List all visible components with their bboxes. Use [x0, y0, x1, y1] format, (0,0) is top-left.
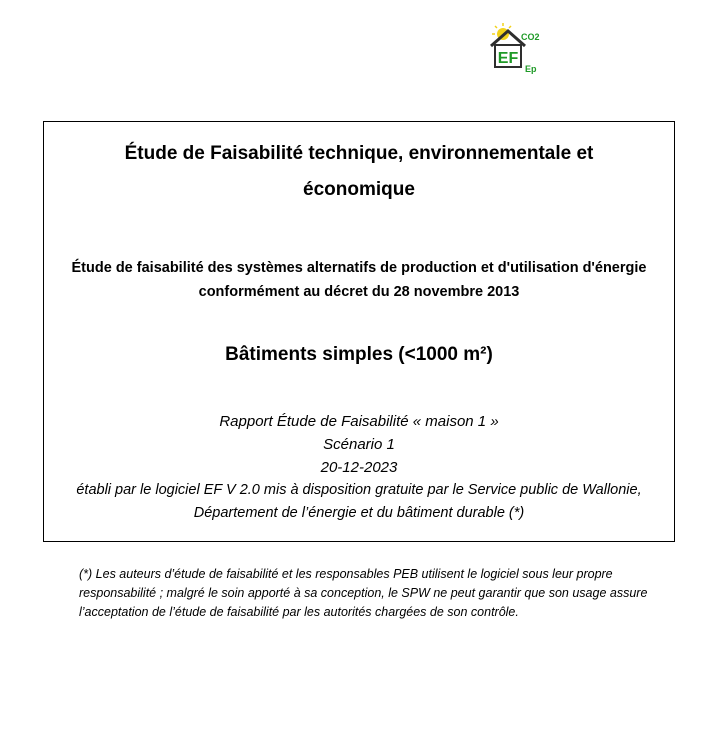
logo-co2-text: CO2 [521, 32, 540, 42]
footnote-line: responsabilité ; malgré le soin apporté à sa conception, le SPW ne peut garantir que son usage assure [79, 586, 648, 600]
report-title: Rapport Étude de Faisabilité « maison 1 » [219, 413, 499, 430]
logo-ep-text: Ep [525, 64, 537, 74]
disclaimer-footnote [79, 565, 648, 622]
report-date: 20-12-2023 [320, 459, 398, 476]
footnote-line: l’acceptation de l’étude de faisabilité par les autorités chargées de son contrôle. [79, 605, 519, 619]
scenario-label: Scénario 1 [323, 436, 395, 453]
document-subtitle-line: Étude de faisabilité des systèmes alternatifs de production et d'utilisation d'énergie [71, 260, 647, 276]
document-subtitle-line: conformément au décret du 28 novembre 2013 [198, 284, 520, 300]
house-sun-logo-icon [487, 20, 549, 76]
document-title-line: Étude de Faisabilité technique, environnementale et [124, 143, 594, 164]
ef-logo [487, 20, 549, 76]
document-title-line: économique [303, 179, 415, 200]
report-info [44, 410, 674, 525]
software-credit-line: Département de l’énergie et du bâtiment durable (*) [193, 505, 525, 521]
document-title [44, 136, 674, 208]
building-category: Bâtiments simples (<1000 m²) [225, 344, 493, 365]
footnote-line: (*) Les auteurs d’étude de faisabilité et les responsables PEB utilisent le logiciel sous leur propre [79, 567, 613, 581]
document-subtitle [44, 256, 674, 304]
logo-main-text: EF [497, 50, 519, 67]
cover-frame [43, 121, 675, 542]
software-credit-line: établi par le logiciel EF V 2.0 mis à disposition gratuite par le Service public de Wallonie, [76, 482, 642, 498]
